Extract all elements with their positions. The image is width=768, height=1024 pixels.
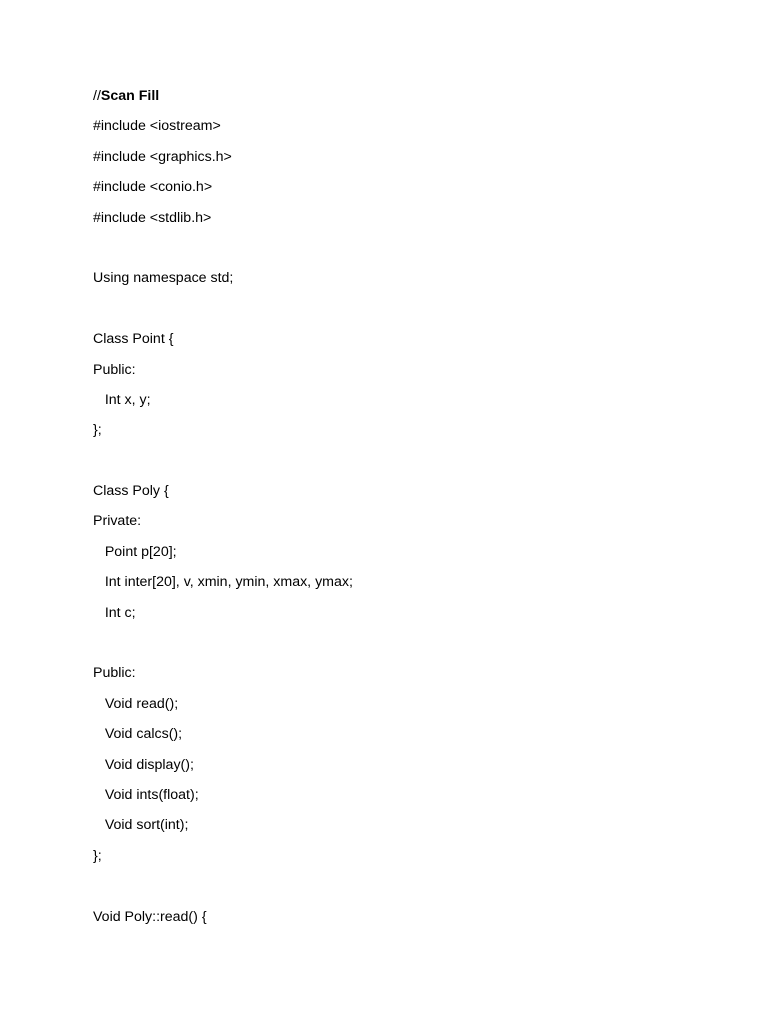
code-line: Void read(); — [93, 695, 179, 712]
code-line: Int x, y; — [93, 391, 151, 408]
code-line: Public: — [93, 361, 136, 378]
code-line: }; — [93, 847, 102, 864]
code-heading — [93, 86, 353, 116]
code-line: Class Point { — [93, 331, 174, 348]
code-line: Public: — [93, 665, 136, 682]
code-line: #include <graphics.h> — [93, 148, 232, 165]
code-line: Point p[20]; — [93, 543, 177, 560]
code-line: Void Poly::read() { — [93, 908, 207, 925]
code-line: Int inter[20], v, xmin, ymin, xmax, ymax; — [93, 574, 353, 591]
code-line: #include <conio.h> — [93, 179, 213, 196]
code-line-blank — [93, 238, 353, 268]
code-line: Using namespace std; — [93, 270, 234, 287]
code-line: #include <stdlib.h> — [93, 209, 212, 226]
code-line: Private: — [93, 513, 142, 530]
code-line-blank — [93, 299, 353, 329]
code-line-blank — [93, 451, 353, 481]
code-line-blank — [93, 633, 353, 663]
code-block — [93, 86, 353, 937]
code-line: Int c; — [93, 604, 136, 621]
code-line: }; — [93, 422, 102, 439]
heading-comment-prefix: // — [93, 88, 101, 104]
heading-title: Scan Fill — [100, 88, 160, 104]
code-line: Void display(); — [93, 756, 194, 773]
code-line-blank — [93, 876, 353, 906]
code-line: #include <iostream> — [93, 118, 221, 135]
code-line: Void sort(int); — [93, 817, 189, 834]
code-line: Class Poly { — [93, 483, 169, 500]
code-line: Void ints(float); — [93, 786, 199, 803]
code-line: Void calcs(); — [93, 726, 183, 743]
